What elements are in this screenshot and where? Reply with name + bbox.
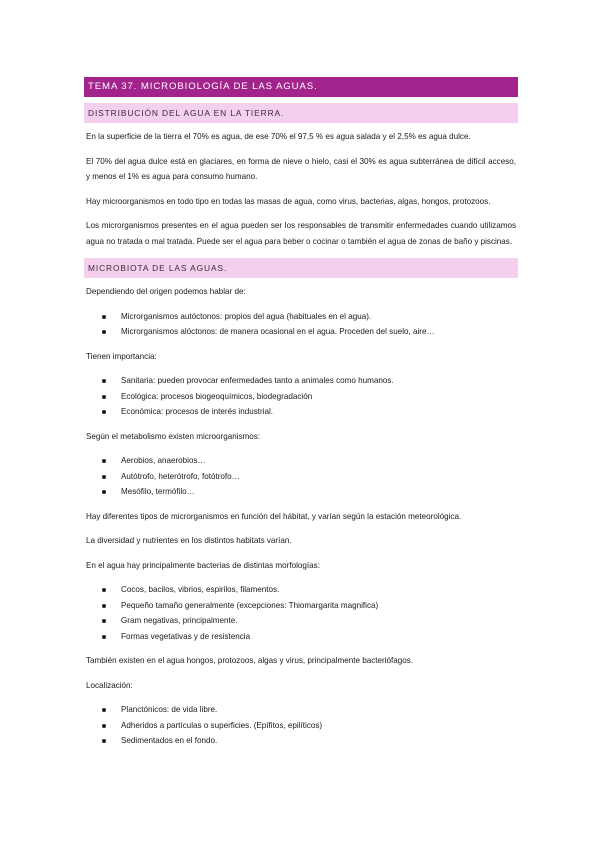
paragraph: Hay diferentes tipos de microrganismos en función del hábitat, y varían según la estación meteorológica. — [86, 511, 462, 521]
list-item — [84, 389, 518, 405]
bullet-list-bacterias — [84, 582, 518, 644]
list-item-text: Pequeño tamaño generalmente (excepciones: Thiomargarita magnifica) — [121, 600, 379, 610]
list-item — [84, 453, 518, 469]
bullet-icon — [102, 635, 106, 639]
bullet-icon — [102, 330, 106, 334]
paragraph: En el agua hay principalmente bacterias de distintas morfologías: — [86, 560, 320, 570]
list-item — [84, 484, 518, 500]
paragraph: Hay microorganismos en todo tipo en todas las masas de agua, como virus, bacterias, algas, hongos, protozoos. — [86, 196, 491, 206]
list-item-text: Adheridos a partículas o superficies. (Epífitos, epilíticos) — [121, 720, 323, 730]
bullet-icon — [102, 588, 106, 592]
list-item-text: Ecológica: procesos biogeoquímicos, biodegradación — [121, 391, 313, 401]
list-item-text: Planctónicos: de vida libre. — [121, 705, 218, 714]
bullet-list-metabolismo — [84, 453, 518, 500]
list-item-text: Sedimentados en el fondo. — [121, 736, 218, 745]
list-item — [84, 309, 518, 325]
bullet-icon — [102, 619, 106, 623]
list-item-text: Microrganismos autóctonos: propios del agua (habituales en el agua). — [121, 311, 372, 321]
bullet-icon — [102, 724, 106, 728]
list-item — [84, 373, 518, 389]
paragraph: En la superficie de la tierra el 70% es agua, de ese 70% el 97,5 % es agua salada y el 2,5% es agua dulce. — [86, 132, 471, 141]
bullet-list-localizacion — [84, 702, 518, 749]
paragraph: Los microrganismos presentes en el agua pueden ser los responsables de transmitir enfermedades cuando utilizamos agua no tratada o mal tratada. Puede ser el agua para beber o cocinar o también el agua de zonas de baño y piscinas. — [86, 221, 516, 246]
bullet-list-origen — [84, 309, 518, 340]
list-item — [84, 324, 518, 340]
list-item — [84, 598, 518, 614]
list-item-text: Mesófilo, termófilo… — [121, 487, 195, 496]
paragraph: La diversidad y nutrientes en los distintos habitats varían. — [86, 536, 292, 545]
paragraph: Localización: — [86, 680, 133, 690]
list-item-text: Cocos, bacilos, vibrios, espirilos, filamentos. — [121, 585, 280, 594]
list-item — [84, 582, 518, 598]
section-heading-microbiota: MICROBIOTA DE LAS AGUAS. — [84, 258, 518, 278]
paragraph: El 70% del agua dulce está en glaciares, en forma de nieve o hielo, casi el 30% es agua subterránea de difícil acceso, y menos el 1% es agua para consumo humano. — [86, 156, 516, 181]
document-page — [84, 77, 518, 758]
list-item — [84, 702, 518, 718]
list-item-text: Gram negativas, principalmente. — [121, 616, 238, 625]
bullet-icon — [102, 604, 106, 608]
paragraph: Dependiendo del origen podemos hablar de: — [86, 287, 246, 296]
bullet-icon — [102, 459, 106, 463]
bullet-icon — [102, 490, 106, 494]
list-item — [84, 613, 518, 629]
bullet-icon — [102, 739, 106, 743]
bullet-icon — [102, 708, 106, 712]
list-item — [84, 404, 518, 420]
bullet-list-importancia — [84, 373, 518, 420]
list-item-text: Autótrofo, heterótrofo, fotótrofo… — [121, 471, 240, 481]
list-item-text: Económica: procesos de interés industrial. — [121, 407, 274, 416]
paragraph: Según el metabolismo existen microorganismos: — [86, 431, 261, 441]
bullet-icon — [102, 395, 106, 399]
list-item-text: Microrganismos alóctonos: de manera ocasional en el agua. Proceden del suelo, aire… — [121, 327, 435, 336]
bullet-icon — [102, 475, 106, 479]
paragraph: También existen en el agua hongos, protozoos, algas y virus, principalmente bacteriófagos. — [86, 656, 414, 665]
list-item-text: Formas vegetativas y de resistencia — [121, 631, 251, 641]
paragraph: Tienen importancia: — [86, 351, 157, 361]
bullet-icon — [102, 315, 106, 319]
list-item — [84, 718, 518, 734]
page-title: TEMA 37. MICROBIOLOGÍA DE LAS AGUAS. — [84, 77, 518, 97]
bullet-icon — [102, 379, 106, 383]
list-item-text: Sanitaria: pueden provocar enfermedades tanto a animales como humanos. — [121, 376, 394, 385]
section-heading-distribucion: DISTRIBUCIÓN DEL AGUA EN LA TIERRA. — [84, 103, 518, 123]
bullet-icon — [102, 410, 106, 414]
list-item — [84, 733, 518, 749]
list-item — [84, 469, 518, 485]
list-item — [84, 629, 518, 645]
list-item-text: Aerobios, anaerobios… — [121, 456, 206, 465]
